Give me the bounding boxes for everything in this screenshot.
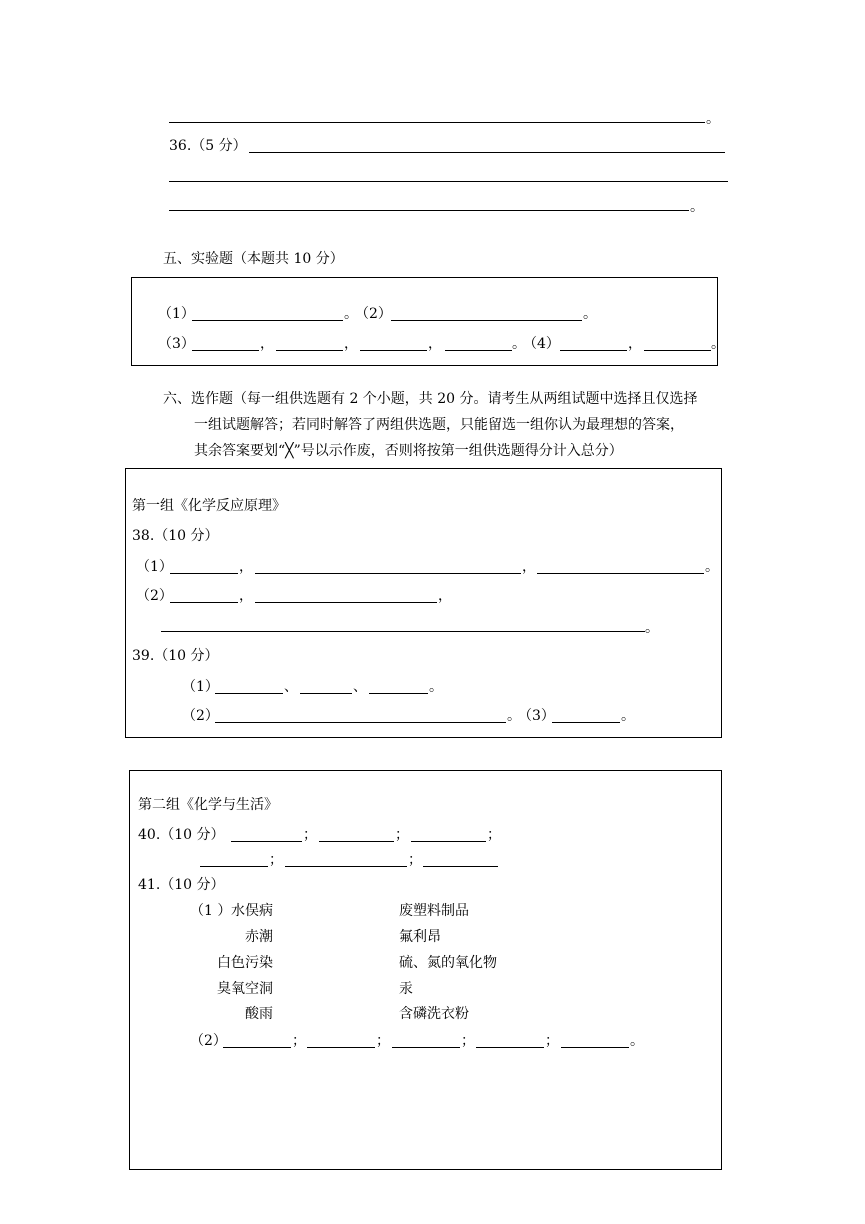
- answer-line[interactable]: [169, 210, 689, 211]
- answer-line[interactable]: [169, 181, 728, 182]
- answer-line[interactable]: [319, 841, 394, 842]
- answer-line[interactable]: [423, 866, 498, 867]
- semicolon-mark: ；: [292, 1033, 306, 1049]
- q38-part1-label: （1）: [136, 559, 173, 575]
- period-mark: 。: [512, 336, 526, 352]
- answer-line[interactable]: [552, 722, 620, 723]
- left-item: 白色污染: [217, 955, 273, 971]
- answer-line[interactable]: [255, 602, 437, 603]
- semicolon-mark: ；: [487, 827, 501, 843]
- semicolon-mark: ；: [545, 1033, 559, 1049]
- left-item: 臭氧空洞: [217, 981, 273, 997]
- dunhao-mark: 、: [284, 679, 298, 695]
- semicolon-mark: ；: [303, 827, 317, 843]
- q41-part1-label: （1 ）: [190, 903, 232, 919]
- answer-line[interactable]: [223, 1047, 291, 1048]
- answer-line[interactable]: [369, 693, 428, 694]
- section5-title: 五、实验题（本题共 10 分）: [163, 251, 344, 267]
- right-item: 含磷洗衣粉: [399, 1006, 469, 1022]
- comma-mark: ，: [428, 336, 442, 352]
- comma-mark: ，: [628, 336, 642, 352]
- part-2-label: （2）: [355, 306, 392, 322]
- period-mark: 。: [429, 679, 443, 695]
- answer-line[interactable]: [391, 320, 582, 321]
- period-mark: 。: [705, 559, 719, 575]
- period-mark: 。: [583, 306, 597, 322]
- answer-line[interactable]: [170, 602, 238, 603]
- section5-box: [131, 277, 718, 366]
- answer-line[interactable]: [169, 122, 705, 123]
- answer-line[interactable]: [476, 1047, 544, 1048]
- answer-line[interactable]: [360, 350, 427, 351]
- q39-part3-label: （3）: [518, 708, 555, 724]
- q38-label: 38.（10 分）: [132, 528, 219, 544]
- comma-mark: ，: [239, 559, 253, 575]
- answer-line[interactable]: [255, 573, 521, 574]
- group1-title: 第一组《化学反应原理》: [132, 498, 286, 514]
- answer-line[interactable]: [192, 350, 259, 351]
- dunhao-mark: 、: [353, 679, 367, 695]
- q41-part2-label: （2）: [190, 1033, 227, 1049]
- section6-line2: 一组试题解答；若同时解答了两组供选题，只能留选一组你认为最理想的答案，: [194, 417, 684, 433]
- left-item: 水俣病: [231, 903, 273, 919]
- answer-line[interactable]: [411, 841, 486, 842]
- part-4-label: （4）: [523, 336, 560, 352]
- answer-line[interactable]: [231, 841, 302, 842]
- q38-part2-label: （2）: [136, 588, 173, 604]
- answer-line[interactable]: [537, 573, 704, 574]
- left-item: 酸雨: [245, 1006, 273, 1022]
- q39-label: 39.（10 分）: [132, 648, 219, 664]
- answer-line[interactable]: [300, 693, 352, 694]
- q39-part2-label: （2）: [182, 708, 219, 724]
- q36-label: 36.（5 分）: [169, 138, 247, 154]
- section6-line3: 其余答案要划“╳”号以示作废，否则将按第一组供选题得分计入总分）: [194, 443, 623, 459]
- comma-mark: ，: [438, 588, 452, 604]
- answer-line[interactable]: [445, 350, 512, 351]
- q40-label: 40.（10 分）: [138, 827, 225, 843]
- period-mark: 。: [507, 708, 521, 724]
- answer-line[interactable]: [644, 350, 711, 351]
- comma-mark: ，: [344, 336, 358, 352]
- q39-part1-label: （1）: [182, 679, 219, 695]
- answer-line[interactable]: [249, 152, 725, 153]
- answer-line[interactable]: [276, 350, 343, 351]
- right-item: 汞: [399, 981, 413, 997]
- period-mark: 。: [630, 1033, 644, 1049]
- group2-title: 第二组《化学与生活》: [138, 797, 278, 813]
- part-1-label: （1）: [158, 306, 195, 322]
- answer-line[interactable]: [215, 693, 283, 694]
- semicolon-mark: ；: [269, 852, 283, 868]
- answer-line[interactable]: [200, 866, 268, 867]
- answer-line[interactable]: [170, 573, 238, 574]
- answer-line[interactable]: [161, 631, 645, 632]
- section6-line1: 六、选作题（每一组供选题有 2 个小题，共 20 分。请考生从两组试题中选择且仅选择: [163, 391, 698, 407]
- q41-label: 41.（10 分）: [138, 877, 225, 893]
- answer-line[interactable]: [285, 866, 407, 867]
- answer-line[interactable]: [561, 1047, 629, 1048]
- right-item: 废塑料制品: [399, 903, 469, 919]
- left-item: 赤潮: [245, 929, 273, 945]
- comma-mark: ，: [260, 336, 274, 352]
- answer-line[interactable]: [392, 1047, 460, 1048]
- comma-mark: ，: [522, 559, 536, 575]
- period-mark: 。: [711, 336, 725, 352]
- right-item: 硫、氮的氧化物: [399, 955, 497, 971]
- semicolon-mark: ；: [395, 827, 409, 843]
- period-mark: 。: [690, 199, 704, 215]
- right-item: 氟利昂: [399, 929, 441, 945]
- semicolon-mark: ；: [408, 852, 422, 868]
- period-mark: 。: [621, 708, 635, 724]
- period-mark: 。: [645, 620, 659, 636]
- answer-line[interactable]: [215, 722, 506, 723]
- comma-mark: ，: [239, 588, 253, 604]
- semicolon-mark: ；: [376, 1033, 390, 1049]
- answer-line[interactable]: [192, 320, 343, 321]
- period-mark: 。: [344, 306, 358, 322]
- part-3-label: （3）: [158, 336, 195, 352]
- answer-line[interactable]: [560, 350, 627, 351]
- period-mark: 。: [706, 111, 720, 127]
- answer-line[interactable]: [307, 1047, 375, 1048]
- semicolon-mark: ；: [461, 1033, 475, 1049]
